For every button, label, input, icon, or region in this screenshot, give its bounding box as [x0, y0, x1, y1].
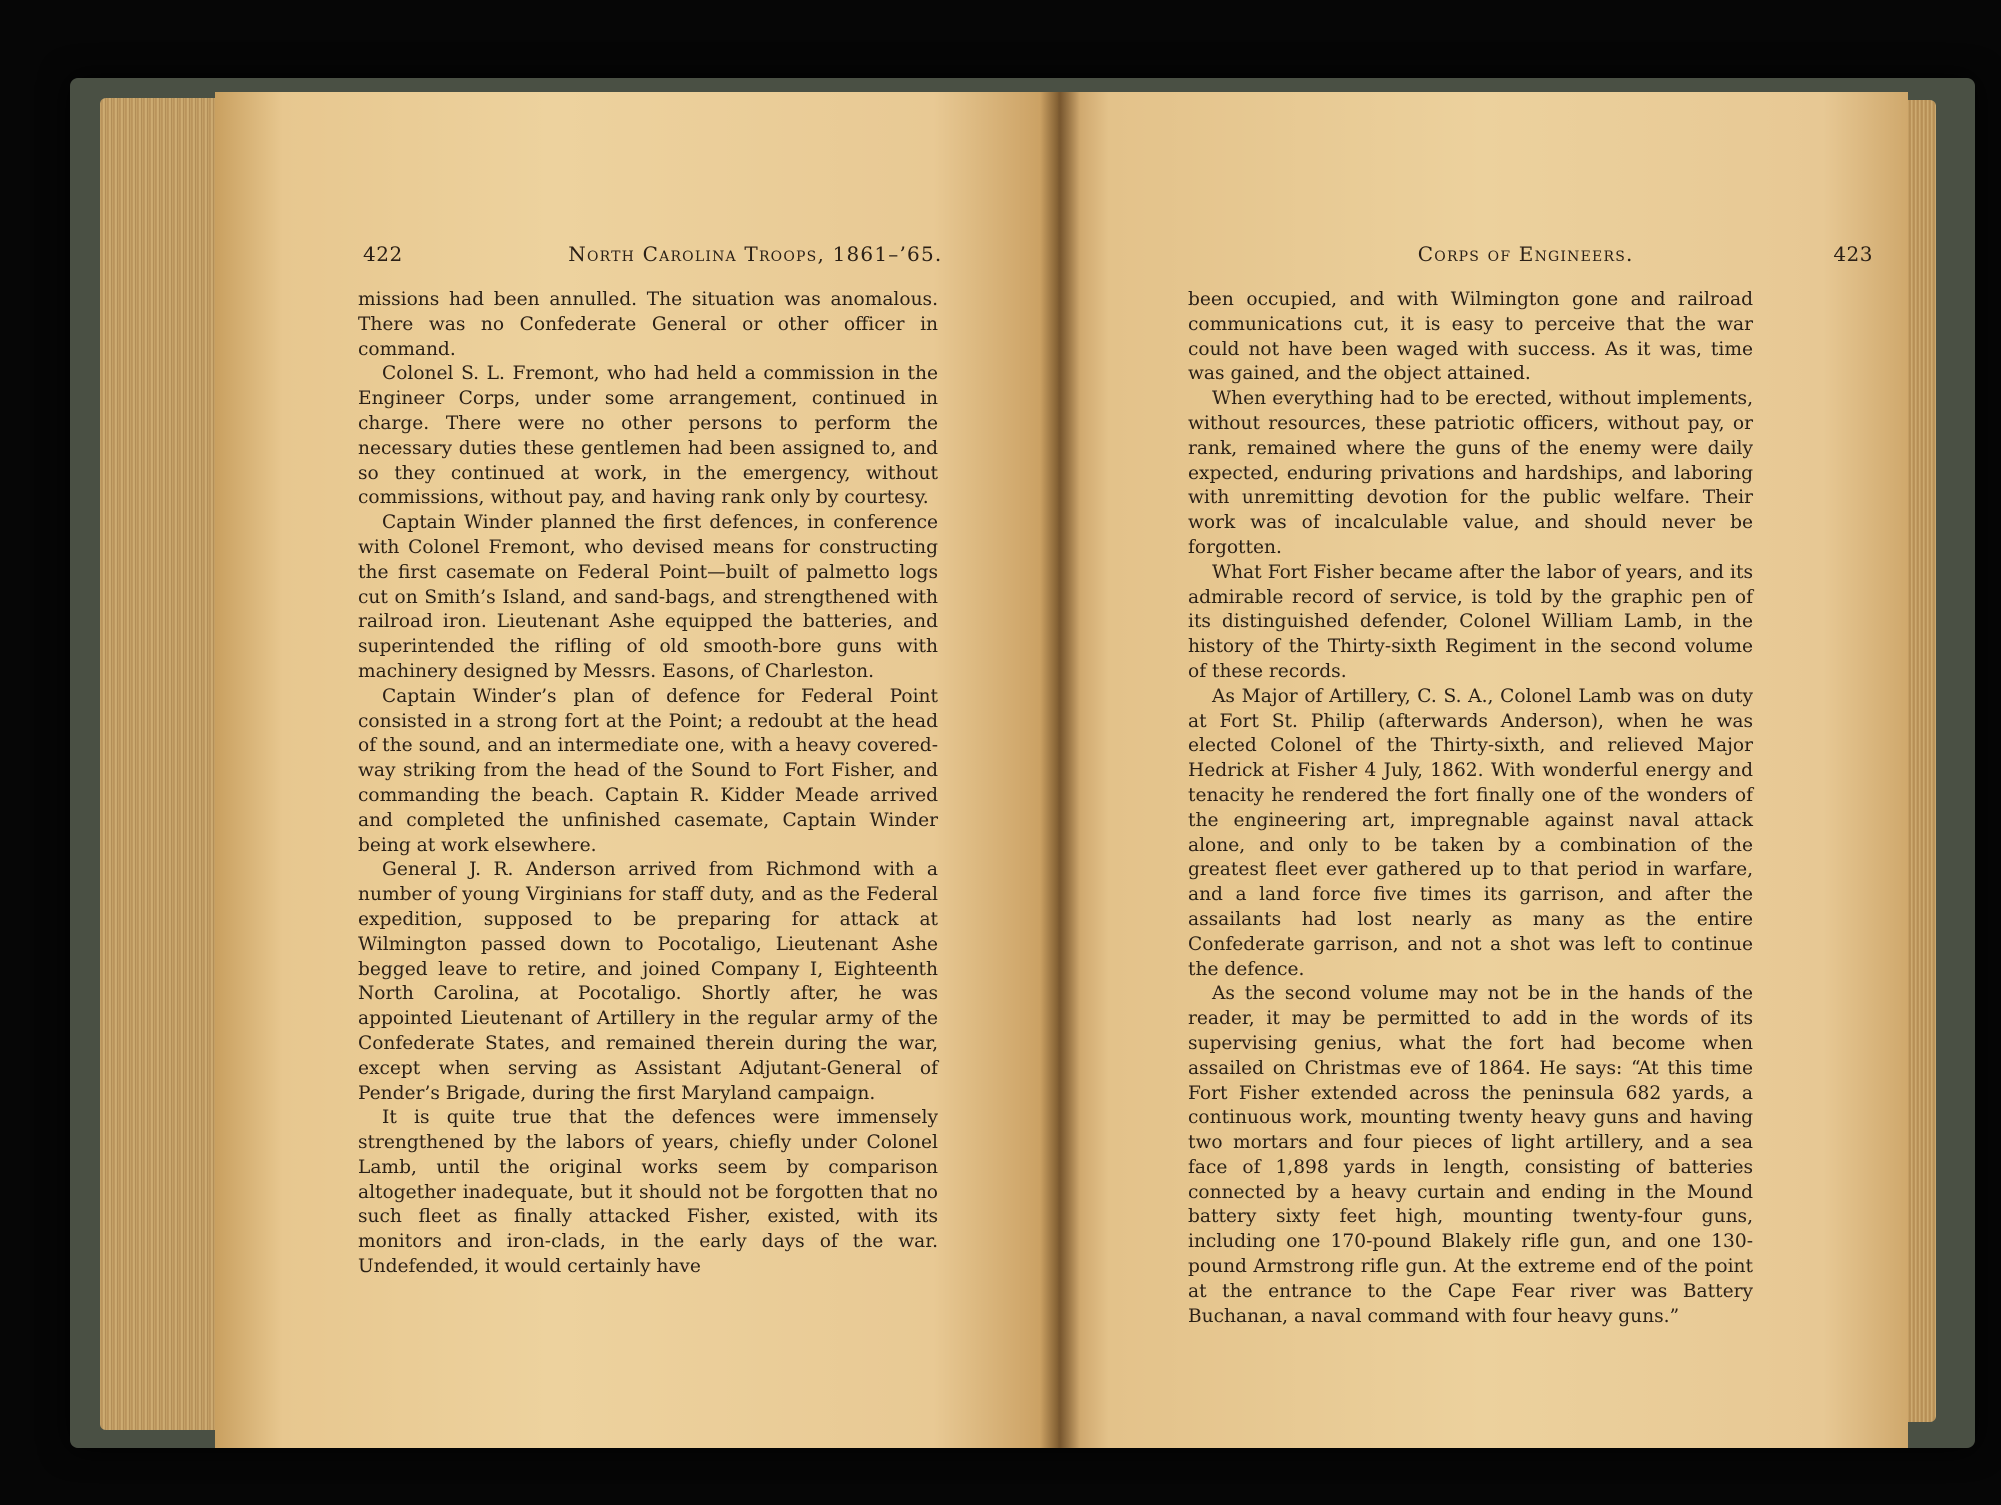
right-page-header — [1178, 242, 1873, 272]
right-running-head: Corps of Engineers. — [1417, 242, 1634, 266]
right-page-number: 423 — [1833, 242, 1873, 266]
paragraph: General J. R. Anderson arrived from Richmond with a number of young Virginians for staff duty, and as the Federal expedition, supposed to be preparing for attack at Wilmington passed down to Pocotaligo, Lieutenant Ashe begged leave to retire, and joined Company I, Eighteenth North Carolina, at Pocotaligo. Shortly after, he was appointed Lieutenant of Artillery in the regular army of the Confederate States, and remained therein during the war, except when serving as Assistant Adjutant-General of Pender’s Brigade, during the first Maryland campaign. — [358, 859, 938, 1104]
paragraph: been occupied, and with Wilmington gone and railroad communications cut, it is easy to perceive that the war could not have been waged with success. As it was, time was gained, and the object attained. — [1188, 289, 1753, 385]
left-page — [215, 92, 1060, 1448]
left-running-head: North Carolina Troops, 1861–’65. — [568, 242, 943, 266]
book-gutter — [1040, 92, 1080, 1448]
paragraph: As the second volume may not be in the hands of the reader, it may be permitted to add in the words of its supervising genius, what the fort had become when assailed on Christmas eve of 1864. He says: “At this time Fort Fisher extended across the peninsula 682 yards, a continuous work, mounting twenty heavy guns and having two mortars and four pieces of light artillery, and a sea face of 1,898 yards in length, consisting of batteries connected by a heavy curtain and ending in the Mound battery sixty feet high, mounting twenty-four guns, including one 170-pound Blakely rifle gun, and one 130-pound Armstrong rifle gun. At the extreme end of the point at the entrance to the Cape Fear river was Battery Buchanan, a naval command with four heavy guns.” — [1188, 983, 1753, 1327]
paragraph: What Fort Fisher became after the labor of years, and its admirable record of service, is told by the graphic pen of its distinguished defender, Colonel William Lamb, in the history of the Thirty-sixth Regiment in the second volume of these records. — [1188, 561, 1753, 682]
paragraph: It is quite true that the defences were immensely strengthened by the labors of years, chiefly under Colonel Lamb, until the original works seem by comparison altogether inadequate, but it should not be forgotten that no such fleet as finally attacked Fisher, existed, with its monitors and iron-clads, in the early days of the war. Undefended, it would certainly have — [358, 1107, 938, 1278]
paragraph: Captain Winder’s plan of defence for Federal Point consisted in a strong fort at the Point; a redoubt at the head of the sound, and an intermediate one, with a heavy covered-way striking from the head of the Sound to Fort Fisher, and commanding the beach. Captain R. Kidder Meade arrived and completed the unfinished casemate, Captain Winder being at work elsewhere. — [358, 685, 938, 856]
paragraph: When everything had to be erected, without implements, without resources, these patriotic officers, without pay, or rank, remained where the guns of the enemy were daily expected, enduring privations and hardships, and laboring with unremitting devotion for the public welfare. Their work was of incalculable value, and should never be forgotten. — [1188, 388, 1753, 558]
paragraph: Captain Winder planned the first defences, in conference with Colonel Fremont, who devised means for constructing the first casemate on Federal Point—built of palmetto logs cut on Smith’s Island, and sand-bags, and strengthened with railroad iron. Lieutenant Ashe equipped the batteries, and superintended the rifling of old smooth-bore guns with machinery designed by Messrs. Easons, of Charleston. — [358, 512, 938, 682]
paragraph: Colonel S. L. Fremont, who had held a commission in the Engineer Corps, under some arrangement, continued in charge. There were no other persons to perform the necessary duties these gentlemen had been assigned to, and so they continued at work, in the emergency, without commissions, without pay, and having rank only by courtesy. — [358, 363, 938, 509]
left-page-number: 422 — [363, 242, 403, 266]
paragraph: missions had been annulled. The situation was anomalous. There was no Confederate General or other officer in command. — [358, 289, 938, 360]
left-page-header — [363, 242, 1148, 272]
right-page — [1058, 92, 1908, 1448]
left-page-text — [358, 288, 938, 1280]
right-page-text — [1188, 288, 1753, 1329]
page-edges-left — [100, 98, 220, 1430]
paragraph: As Major of Artillery, C. S. A., Colonel Lamb was on duty at Fort St. Philip (afterwards Anderson), when he was elected Colonel of the Thirty-sixth, and relieved Major Hedrick at Fisher 4 July, 1862. With wonderful energy and tenacity he rendered the fort finally one of the wonders of the engineering art, impregnable against naval attack alone, and only to be taken by a combination of the greatest fleet ever gathered up to that period in warfare, and a land force five times its garrison, and after the assailants had lost nearly as many as the entire Confederate garrison, and not a shot was left to continue the defence. — [1188, 685, 1753, 980]
